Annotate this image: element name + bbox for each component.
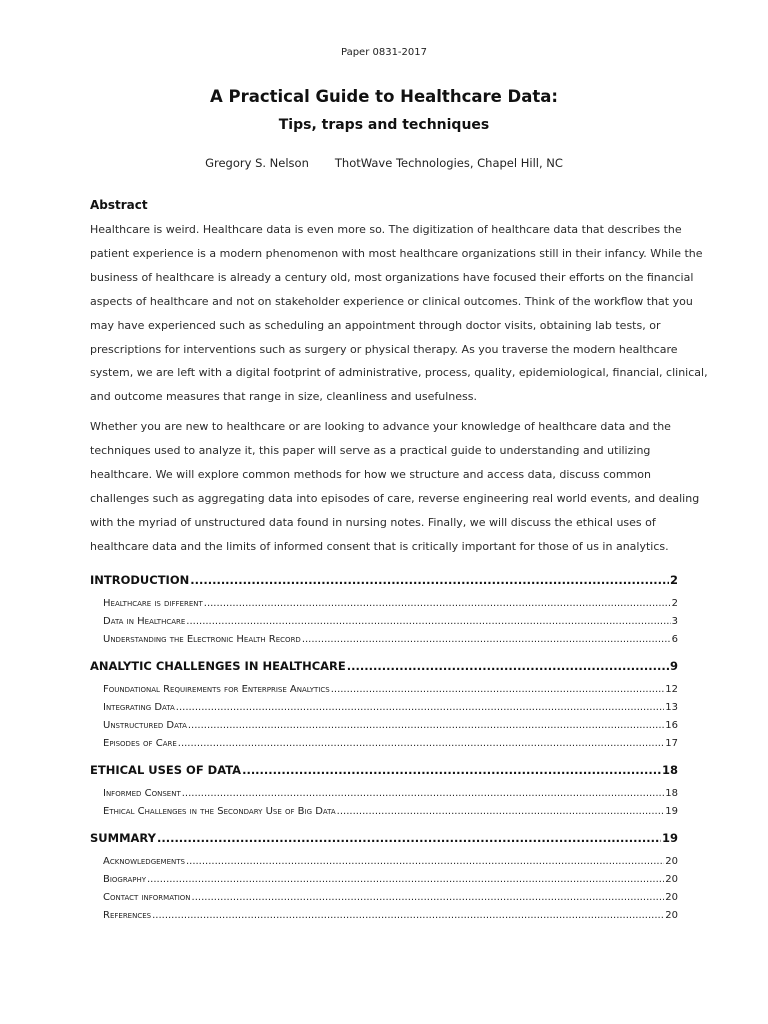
abstract-paragraph-1 — [90, 218, 708, 409]
toc-entry-label: Understanding the Electronic Health Record — [103, 634, 301, 645]
author-line — [0, 156, 768, 170]
toc-entry-label: SUMMARY — [90, 831, 156, 845]
toc-page-number: 17 — [665, 738, 678, 749]
toc-page-number: 13 — [665, 702, 678, 713]
toc-subsection-entry[interactable] — [103, 684, 678, 695]
abstract-line: Healthcare is weird. Healthcare data is even more so. The digitization of healthcare data that describes the — [90, 223, 682, 236]
toc-dot-leader — [192, 892, 665, 903]
toc-entry-label: Contact information — [103, 892, 191, 903]
toc-entry-label: Biography — [103, 874, 146, 885]
toc-subsection-entry[interactable] — [103, 634, 678, 645]
toc-dot-leader — [176, 702, 664, 713]
toc-subsection-entry[interactable] — [103, 720, 678, 731]
toc-entry-label: Acknowledgements — [103, 856, 185, 867]
toc-entry-label: Healthcare is different — [103, 598, 203, 609]
toc-entry-label: Unstructured Data — [103, 720, 187, 731]
toc-section-entry[interactable] — [90, 659, 678, 673]
abstract-line: Whether you are new to healthcare or are looking to advance your knowledge of healthcare data and the — [90, 420, 671, 433]
abstract-line: aspects of healthcare and not on stakeholder experience or clinical outcomes. Think of the workflow that you — [90, 294, 693, 308]
toc-dot-leader — [331, 684, 665, 695]
toc-subsection-entry[interactable] — [103, 806, 678, 817]
abstract-line: system, we are left with a digital footprint of administrative, process, quality, epidemiological, financial, clinical, — [90, 366, 708, 380]
toc-entry-label: Data in Healthcare — [103, 616, 186, 627]
abstract-line: healthcare. We will explore common methods for how we structure and access data, discuss common — [90, 467, 651, 481]
toc-dot-leader — [182, 788, 665, 799]
toc-dot-leader — [147, 874, 664, 885]
abstract-line: techniques used to analyze it, this paper will serve as a practical guide to understanding and utilizing — [90, 443, 651, 457]
abstract-line: challenges such as aggregating data into episodes of care, reverse engineering real world events, and dealing — [90, 491, 700, 505]
toc-subsection-entry[interactable] — [103, 616, 678, 627]
toc-page-number: 20 — [665, 910, 678, 921]
paper-id: Paper 0831-2017 — [340, 47, 427, 58]
toc-section-entry[interactable] — [90, 831, 678, 845]
toc-subsection-entry[interactable] — [103, 892, 678, 903]
toc-section-entry[interactable] — [90, 763, 678, 777]
toc-subsection-entry[interactable] — [103, 910, 678, 921]
author-affiliation: ThotWave Technologies, Chapel Hill, NC — [334, 156, 563, 170]
author-name: Gregory S. Nelson — [205, 156, 309, 170]
toc-page-number: 18 — [661, 763, 678, 777]
toc-subsection-entry[interactable] — [103, 856, 678, 867]
toc-dot-leader — [188, 720, 664, 731]
paper-subtitle: Tips, traps and techniques — [278, 117, 490, 133]
toc-dot-leader — [347, 659, 669, 673]
toc-dot-leader — [178, 738, 665, 749]
toc-entry-label: Integrating Data — [103, 702, 175, 713]
toc-entry-label: References — [103, 910, 152, 921]
abstract-line: with the myriad of unstructured data found in nursing notes. Finally, we will discuss the ethical uses of — [90, 515, 656, 529]
toc-entry-label: INTRODUCTION — [90, 573, 190, 587]
toc-dot-leader — [242, 763, 661, 777]
toc-subsection-entry[interactable] — [103, 598, 678, 609]
toc-entry-label: Foundational Requirements for Enterprise Analytics — [103, 684, 330, 695]
toc-entry-label: Informed Consent — [103, 788, 181, 799]
abstract-line: patient experience is a modern phenomenon with most healthcare organizations still in their infancy. While the — [90, 246, 703, 260]
abstract-heading: Abstract — [90, 198, 148, 212]
toc-dot-leader — [337, 806, 665, 817]
abstract-paragraph-2 — [90, 415, 700, 558]
toc-page-number: 20 — [665, 856, 678, 867]
toc-section-entry[interactable] — [90, 573, 678, 587]
paper-title: A Practical Guide to Healthcare Data: — [209, 87, 559, 106]
toc-entry-label: ANALYTIC CHALLENGES IN HEALTHCARE — [90, 659, 346, 673]
toc-dot-leader — [186, 616, 670, 627]
toc-dot-leader — [152, 910, 664, 921]
toc-dot-leader — [204, 598, 671, 609]
toc-page-number: 19 — [665, 806, 678, 817]
toc-entry-label: Ethical Challenges in the Secondary Use of Big Data — [103, 806, 336, 817]
toc-page-number: 16 — [665, 720, 678, 731]
toc-subsection-entry[interactable] — [103, 788, 678, 799]
toc-dot-leader — [157, 831, 661, 845]
toc-dot-leader — [302, 634, 671, 645]
abstract-line: business of healthcare is already a century old, most organizations have focused their efforts on the financial — [90, 270, 694, 284]
toc-dot-leader — [190, 573, 669, 587]
toc-page-number: 3 — [671, 616, 678, 627]
abstract-line: may have experienced such as scheduling an appointment through doctor visits, obtaining lab tests, or — [90, 318, 661, 332]
toc-entry-label: Episodes of Care — [103, 738, 177, 749]
toc-subsection-entry[interactable] — [103, 738, 678, 749]
toc-dot-leader — [186, 856, 664, 867]
toc-subsection-entry[interactable] — [103, 874, 678, 885]
toc-page-number: 18 — [665, 788, 678, 799]
toc-page-number: 2 — [671, 598, 678, 609]
toc-page-number: 19 — [661, 831, 678, 845]
abstract-line: prescriptions for interventions such as surgery or physical therapy. As you traverse the modern healthcare — [90, 342, 678, 356]
abstract-line: healthcare data and the limits of informed consent that is critically important for those of us in analytics. — [90, 539, 669, 553]
abstract-line: and outcome measures that range in size, cleanliness and usefulness. — [90, 390, 477, 404]
toc-page-number: 20 — [665, 892, 678, 903]
toc-page-number: 12 — [665, 684, 678, 695]
toc-page-number: 9 — [669, 659, 678, 673]
toc-subsection-entry[interactable] — [103, 702, 678, 713]
toc-entry-label: ETHICAL USES OF DATA — [90, 763, 242, 777]
toc-page-number: 20 — [665, 874, 678, 885]
toc-page-number: 6 — [671, 634, 678, 645]
toc-page-number: 2 — [669, 573, 678, 587]
